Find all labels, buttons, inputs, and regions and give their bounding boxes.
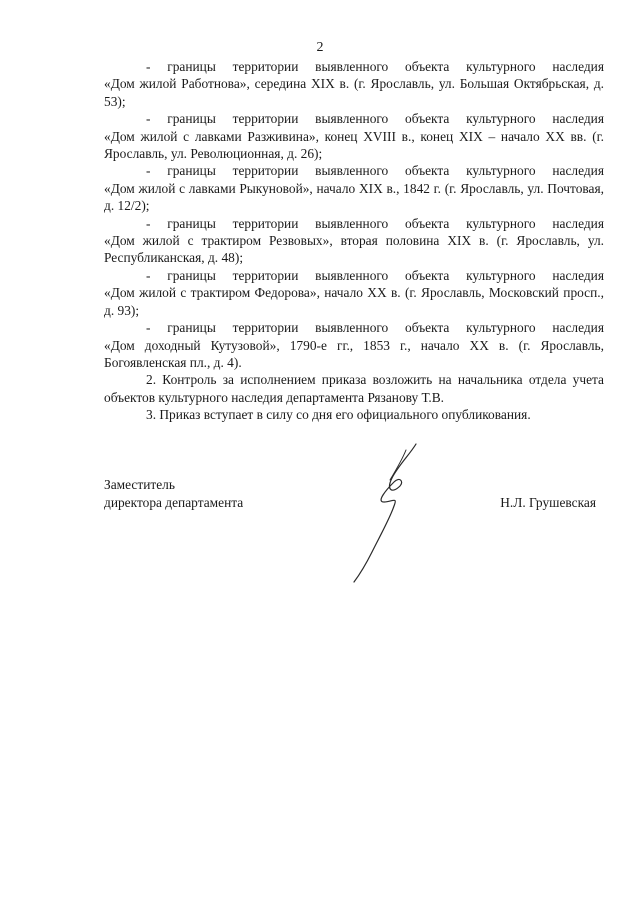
list-item-text: «Дом доходный Кутузовой», 1790-е гг., 1853 г., начало XX в. (г. Ярославль, Богоявленская пл., д. 4).: [104, 337, 604, 370]
list-item: [104, 319, 604, 371]
list-item-text: «Дом жилой с лавками Разживина», конец XVIII в., конец XIX – начало XX вв. (г. Ярославль, ул. Революционная, д. 26);: [104, 128, 604, 162]
list-item-lead: - границы территории выявленного объекта культурного наследия: [146, 215, 604, 231]
paragraph-effective: 3. Приказ вступает в силу со дня его официального опубликования.: [146, 407, 531, 423]
list-item-lead: - границы территории выявленного объекта культурного наследия: [146, 163, 604, 179]
list-item-lead: - границы территории выявленного объекта культурного наследия: [146, 267, 604, 283]
paragraph-control: 2. Контроль за исполнением приказа возложить на начальника отдела учета объектов культурного наследия департамента Рязанову Т.В.: [104, 372, 604, 405]
list-item: [104, 215, 604, 267]
list-item-lead: - границы территории выявленного объекта культурного наследия: [146, 320, 604, 336]
document-body: [104, 58, 604, 424]
list-item: [104, 58, 604, 110]
list-item-text: «Дом жилой с трактиром Федорова», начало XX в. (г. Ярославль, Московский просп., д. 93);: [104, 285, 604, 318]
list-item-lead: - границы территории выявленного объекта культурного наследия: [146, 59, 604, 74]
list-item-text: «Дом жилой с лавками Рыкуновой», начало XIX в., 1842 г. (г. Ярославль, ул. Почтовая, д. 12/2);: [104, 180, 604, 214]
signer-title-line2: директора департамента: [104, 495, 244, 510]
handwritten-signature: [340, 440, 430, 585]
signer-title-line1: Заместитель: [104, 477, 175, 492]
list-item-lead: - границы территории выявленного объекта культурного наследия: [146, 111, 604, 127]
signer-name: Н.Л. Грушевская: [500, 495, 596, 510]
signature-accent-stroke: [390, 450, 406, 480]
list-item-text: «Дом жилой Работнова», середина XIX в. (г. Ярославль, ул. Большая Октябрьская, д. 53);: [104, 76, 604, 109]
list-item: [104, 110, 604, 162]
list-item-text: «Дом жилой с трактиром Резвовых», вторая половина XIX в. (г. Ярославль, ул. Республиканская, д. 48);: [104, 233, 604, 266]
list-item: [104, 267, 604, 319]
page-number: 2: [316, 40, 324, 55]
list-item: [104, 162, 604, 214]
signature-stroke: [354, 444, 416, 582]
